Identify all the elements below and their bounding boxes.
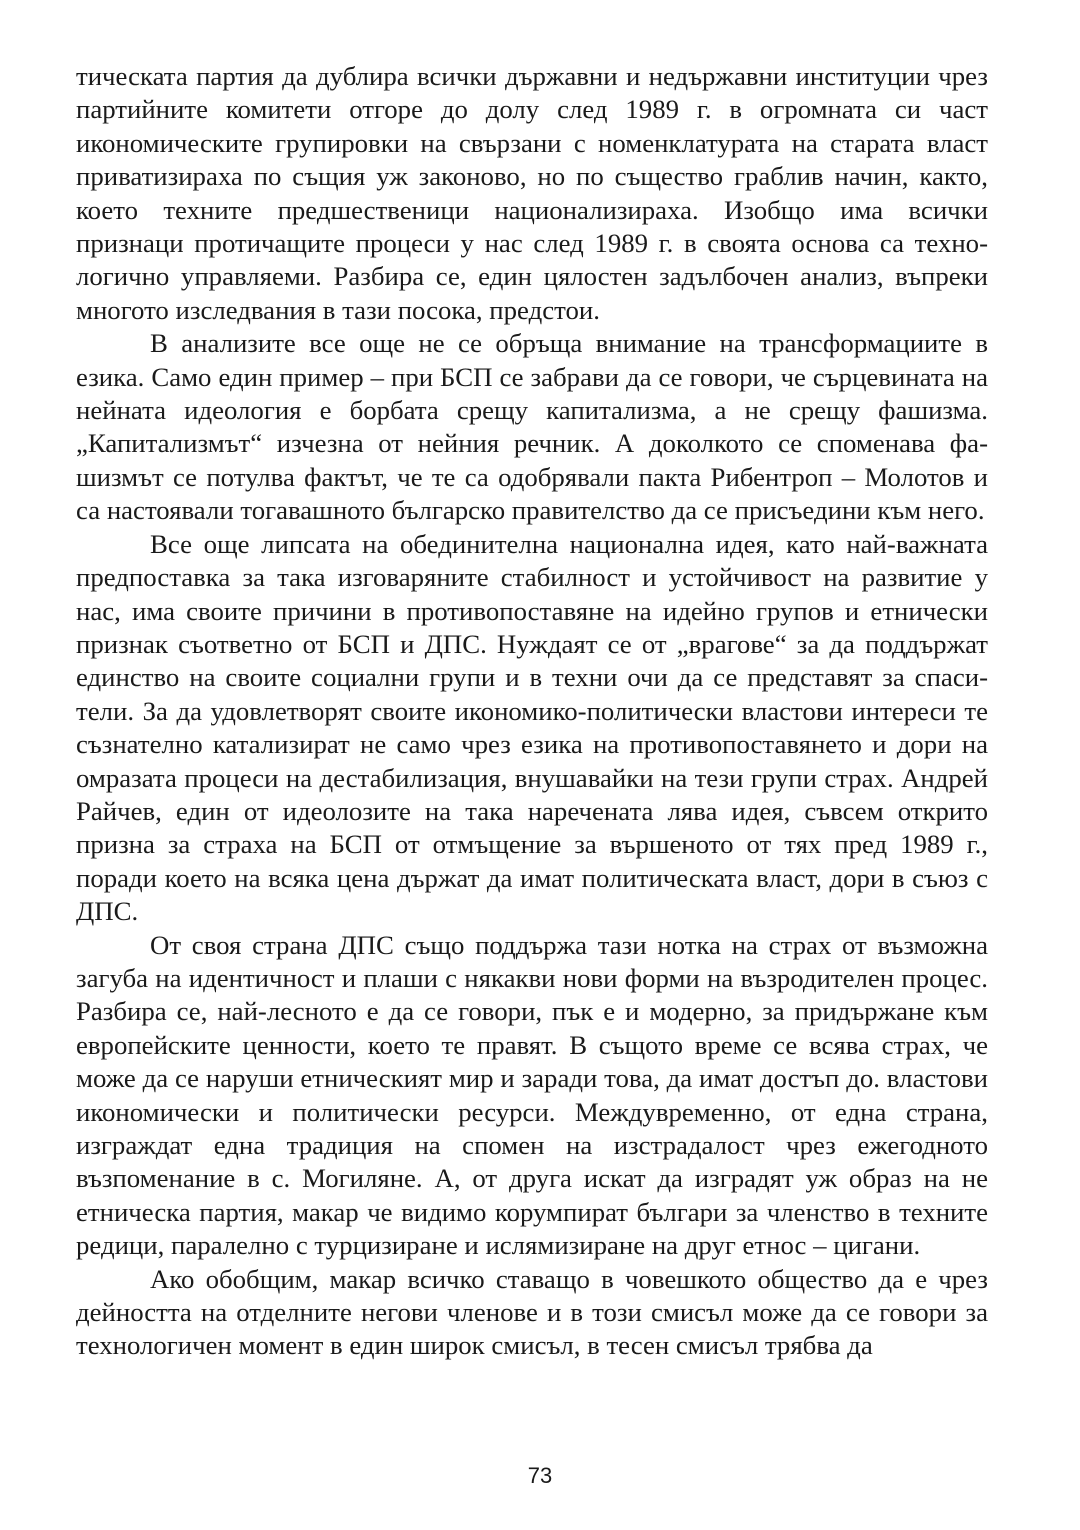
paragraph-3: Все още липсата на обединителна национална идея, като най-важната предпоставка за така изговаряните стабилност и устойчивост на развитие у нас, има своите причини в противопоставяне на идейно групов и етнически признак съответно от БСП и ДПС. Нуждаят се от „врагове“ за да поддържат единство на своите социални групи и в техни очи да се представят за спасители. За да удовлетворят своите икономико-политически властови интереси те съзнателно катализират не само чрез езика на противопоставянето и дори на омразата процеси на дестабилизация, внушавайки на тези групи страх. Андрей Райчев, един от идеолозите на така наречената лява идея, съвсем открито призна за страха на БСП от отмъщение за вършеното от тях пред 1989 г., поради което на всяка цена държат да имат политическата власт, дори в съюз с ДПС. — [76, 528, 988, 927]
paragraph-4: От своя страна ДПС също поддържа тази нотка на страх от възможна загуба на идентичност и плаши с някакви нови форми на възродителен процес. Разбира се, най-лесното е да се говори, пък е и модерно, за придържане към европейските ценности, което те правят. В същото време се всява страх, че може да се наруши етническият мир и заради това, да имат достъп до. властови икономически и политически ресурси. Междувременно, от една страна, изграждат една традиция на спомен на изстрадалост чрез ежегодното възпоменание в с. Могиляне. А, от друга искат да изградят уж образ на не етническа партия, макар че видимо корумпират българи за членство в техните редици, паралелно с турцизиране и ислямизиране на друг етнос – цигани. — [76, 929, 988, 1261]
paragraph-1: тическата партия да дублира всички държавни и недържавни институции чрез партийните комитети отгоре до долу след 1989 г. в огромната си част икономическите групировки на свързани с номенклатурата на старата власт приватизираха по същия уж законово, но по същество граблив начин, както, което техните предшественици национализираха. Изобщо има всички признаци протичащите процеси у нас след 1989 г. в своята основа са технологично управляеми. Разбира се, един цялостен задълбочен анализ, въпреки многото изследвания в тази посока, предстои. — [76, 61, 988, 325]
paragraph-2: В анализите все още не се обръща внимание на трансформациите в езика. Само един пример – при БСП се забрави да се говори, че сърцевината на нейната идеология е борбата срещу капитализма, а не срещу фашизма. „Капитализмът“ изчезна от нейния речник. А доколкото се споменава фашизмът се потулва фактът, че те са одобрявали пакта Рибентроп – Молотов и са настоявали тогавашното българско правителство да се присъедини към него. — [76, 328, 988, 526]
paragraph-5: Ако обобщим, макар всичко ставащо в човешкото общество да е чрез дейността на отделните негови членове и в този смисъл може да се говори за технологичен момент в един широк смисъл, в тесен смисъл трябва да — [76, 1263, 988, 1361]
page-number: 73 — [527, 1463, 553, 1488]
page-body — [76, 60, 988, 1363]
